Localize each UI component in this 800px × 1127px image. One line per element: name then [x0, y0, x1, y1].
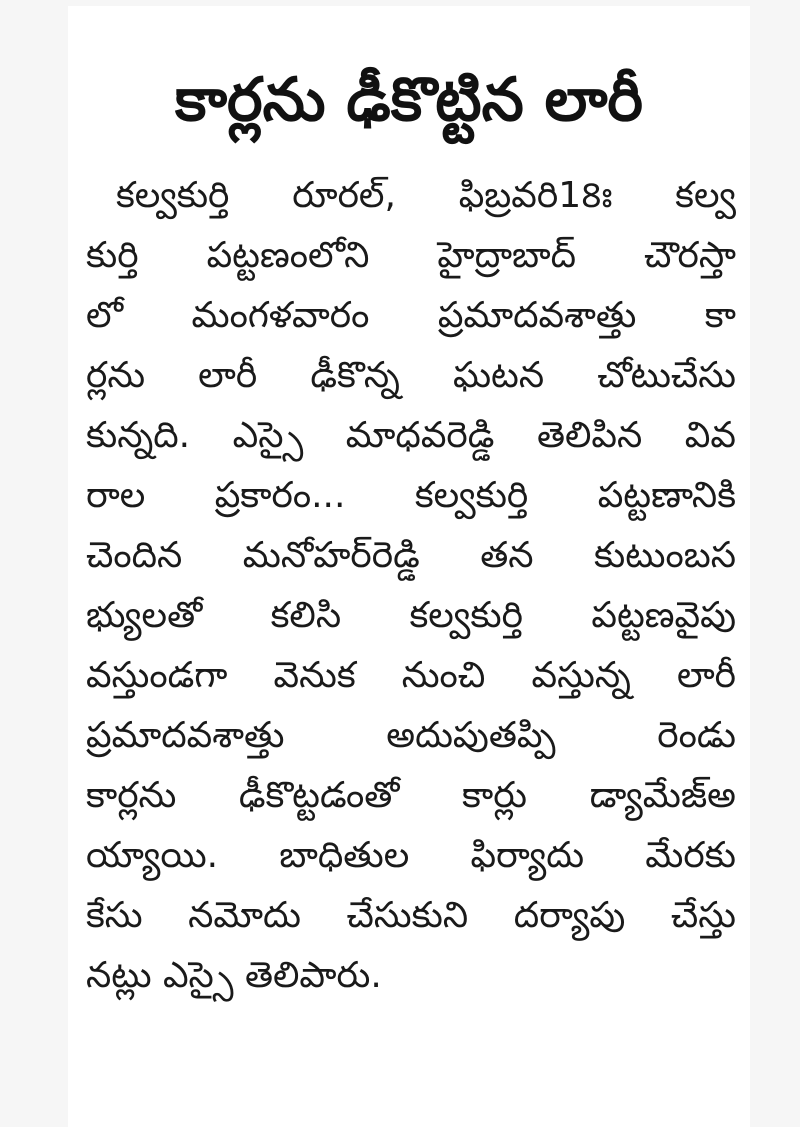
article-line: కల్వకుర్తి రూరల్, ఫిబ్రవరి18ః కల్వ: [116, 175, 736, 216]
article-line: కేసు నమోదు చేసుకుని దర్యాపు చేస్తు: [86, 895, 736, 936]
article-body: [86, 166, 736, 1006]
article-line: వస్తుండగా వెనుక నుంచి వస్తున్న లారీ: [86, 655, 736, 696]
article-line: కార్లను ఢీకొట్టడంతో కార్లు డ్యామేజ్‌అ: [86, 775, 736, 816]
article-line: లో మంగళవారం ప్రమాదవశాత్తు కా: [86, 295, 736, 336]
article-line: రాల ప్రకారం... కల్వకుర్తి పట్టణానికి: [86, 475, 736, 516]
article-line: ర్లను లారీ ఢీకొన్న ఘటన చోటుచేసు: [86, 355, 736, 396]
article-line: కుర్తి పట్టణంలోని హైద్రాబాద్ చౌరస్తా: [86, 235, 736, 276]
article-line: భ్యులతో కలిసి కల్వకుర్తి పట్టణవైపు: [86, 595, 736, 636]
newspaper-clipping: [68, 6, 750, 1127]
article-line: నట్లు ఎస్సై తెలిపారు.: [86, 955, 382, 996]
article-line: య్యాయి. బాధితుల ఫిర్యాదు మేరకు: [86, 835, 736, 876]
article-line: ప్రమాదవశాత్తు అదుపుతప్పి రెండు: [86, 715, 736, 756]
headline: కార్లను ఢీకొట్టిన లారీ: [175, 65, 643, 135]
article-line: కున్నది. ఎస్సై మాధవరెడ్డి తెలిపిన వివ: [86, 415, 736, 456]
article-line: చెందిన మనోహర్‌రెడ్డి తన కుటుంబస: [86, 535, 736, 576]
